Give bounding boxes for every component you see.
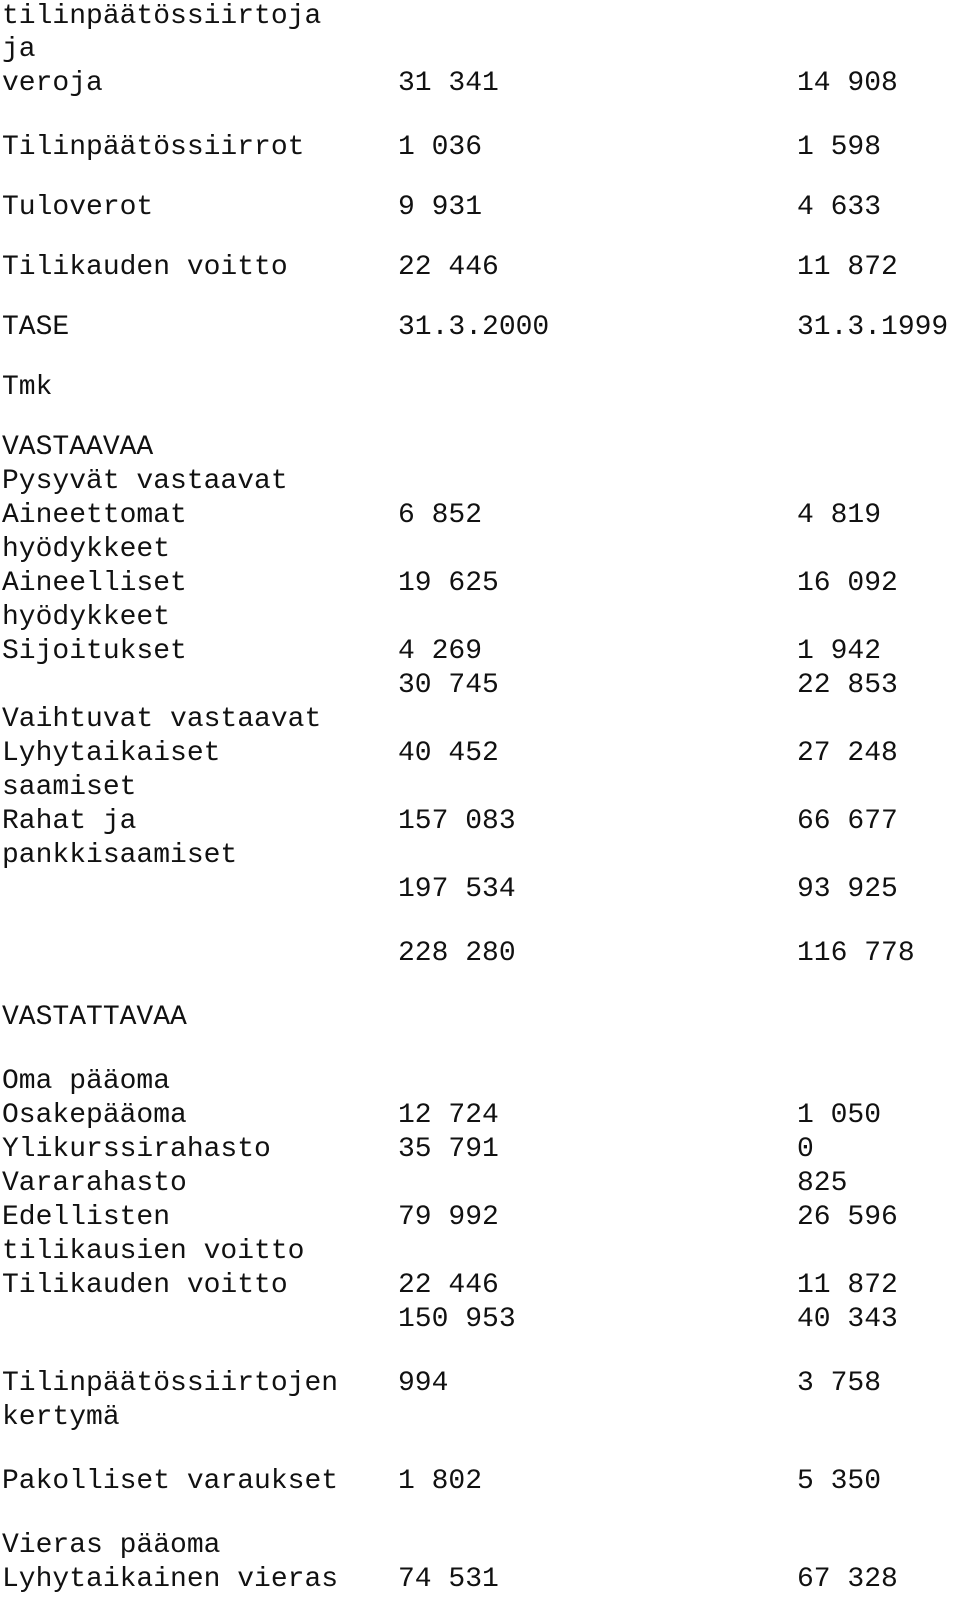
- line-label: VASTAAVAA: [2, 432, 154, 463]
- value-1999: 27 248: [797, 738, 898, 769]
- line-label: Tmk: [2, 372, 53, 403]
- line-label: Vieras pääoma: [2, 1530, 221, 1561]
- value-2000: 6 852: [398, 500, 483, 531]
- value-1999: 1 942: [797, 636, 882, 667]
- value-1999: 66 677: [797, 806, 898, 837]
- statement-line: [0, 635, 960, 669]
- value-2000: 9 931: [398, 192, 483, 223]
- statement-line: [0, 1269, 960, 1303]
- value-2000: 4 269: [398, 636, 483, 667]
- statement-line: [0, 1465, 960, 1499]
- line-label: Rahat ja: [2, 806, 137, 837]
- line-label: Pakolliset varaukset: [2, 1466, 339, 1497]
- statement-line: [0, 1167, 960, 1201]
- line-label: Lyhytaikainen vieras: [2, 1564, 339, 1595]
- line-label: Tilinpäätössiirrot: [2, 132, 305, 163]
- value-1999: 1 050: [797, 1100, 882, 1131]
- statement-line: [0, 737, 960, 771]
- statement-line: [0, 533, 960, 567]
- line-label: tilinpäätössiirtoja: [2, 1, 322, 32]
- value-1999: 26 596: [797, 1202, 898, 1233]
- statement-line: [0, 431, 960, 465]
- line-label: hyödykkeet: [2, 534, 171, 565]
- statement-line: [0, 805, 960, 839]
- statement-line: [0, 251, 960, 285]
- line-label: Lyhytaikaiset: [2, 738, 221, 769]
- value-2000: 40 452: [398, 738, 499, 769]
- statement-line: [0, 567, 960, 601]
- line-label: Oma pääoma: [2, 1066, 171, 1097]
- line-label: Vaihtuvat vastaavat: [2, 704, 322, 735]
- value-1999: 31.3.1999: [797, 312, 949, 343]
- line-label: veroja: [2, 68, 103, 99]
- line-label: Vararahasto: [2, 1168, 187, 1199]
- value-1999: 0: [797, 1134, 814, 1165]
- value-2000: 31 341: [398, 68, 499, 99]
- statement-line: [0, 311, 960, 345]
- statement-line: [0, 873, 960, 907]
- value-1999: 3 758: [797, 1368, 882, 1399]
- line-label: kertymä: [2, 1402, 120, 1433]
- line-label: Osakepääoma: [2, 1100, 187, 1131]
- statement-line: [0, 937, 960, 971]
- value-2000: 31.3.2000: [398, 312, 550, 343]
- value-2000: 79 992: [398, 1202, 499, 1233]
- line-label: Tilinpäätössiirtojen: [2, 1368, 339, 1399]
- statement-line: [0, 1001, 960, 1035]
- value-1999: 16 092: [797, 568, 898, 599]
- statement-line: [0, 0, 960, 34]
- line-label: Ylikurssirahasto: [2, 1134, 271, 1165]
- line-label: VASTATTAVAA: [2, 1002, 187, 1033]
- value-2000: 22 446: [398, 1270, 499, 1301]
- value-2000: 150 953: [398, 1304, 516, 1335]
- statement-line: [0, 191, 960, 225]
- statement-line: [0, 499, 960, 533]
- value-1999: 116 778: [797, 938, 915, 969]
- line-label: Edellisten: [2, 1202, 171, 1233]
- value-2000: 19 625: [398, 568, 499, 599]
- value-1999: 5 350: [797, 1466, 882, 1497]
- value-2000: 74 531: [398, 1564, 499, 1595]
- value-2000: 30 745: [398, 670, 499, 701]
- value-2000: 994: [398, 1368, 449, 1399]
- line-label: Pysyvät vastaavat: [2, 466, 288, 497]
- line-label: Sijoitukset: [2, 636, 187, 667]
- statement-line: [0, 1367, 960, 1401]
- value-1999: 22 853: [797, 670, 898, 701]
- statement-line: [0, 1201, 960, 1235]
- value-2000: 35 791: [398, 1134, 499, 1165]
- value-1999: 14 908: [797, 68, 898, 99]
- statement-line: [0, 703, 960, 737]
- value-1999: 825: [797, 1168, 848, 1199]
- line-label: hyödykkeet: [2, 602, 171, 633]
- value-2000: 197 534: [398, 874, 516, 905]
- line-label: TASE: [2, 312, 70, 343]
- statement-line: [0, 33, 960, 67]
- statement-line: [0, 771, 960, 805]
- statement-line: [0, 669, 960, 703]
- statement-line: [0, 371, 960, 405]
- value-2000: 228 280: [398, 938, 516, 969]
- line-label: pankkisaamiset: [2, 840, 238, 871]
- statement-line: [0, 1563, 960, 1597]
- value-2000: 1 802: [398, 1466, 483, 1497]
- line-label: tilikausien voitto: [2, 1236, 305, 1267]
- value-1999: 67 328: [797, 1564, 898, 1595]
- statement-line: [0, 1133, 960, 1167]
- value-1999: 11 872: [797, 1270, 898, 1301]
- statement-line: [0, 465, 960, 499]
- statement-line: [0, 601, 960, 635]
- statement-line: [0, 67, 960, 101]
- value-1999: 11 872: [797, 252, 898, 283]
- statement-line: [0, 839, 960, 873]
- statement-line: [0, 1099, 960, 1133]
- value-2000: 1 036: [398, 132, 483, 163]
- statement-line: [0, 1401, 960, 1435]
- statement-line: [0, 1065, 960, 1099]
- value-1999: 40 343: [797, 1304, 898, 1335]
- line-label: ja: [2, 34, 36, 65]
- value-1999: 1 598: [797, 132, 882, 163]
- value-1999: 4 819: [797, 500, 882, 531]
- value-2000: 157 083: [398, 806, 516, 837]
- value-1999: 4 633: [797, 192, 882, 223]
- line-label: Aineettomat: [2, 500, 187, 531]
- line-label: Tilikauden voitto: [2, 252, 288, 283]
- statement-line: [0, 1303, 960, 1337]
- value-2000: 12 724: [398, 1100, 499, 1131]
- value-1999: 93 925: [797, 874, 898, 905]
- line-label: Tuloverot: [2, 192, 154, 223]
- statement-line: [0, 1235, 960, 1269]
- line-label: saamiset: [2, 772, 137, 803]
- statement-line: [0, 131, 960, 165]
- statement-line: [0, 1529, 960, 1563]
- value-2000: 22 446: [398, 252, 499, 283]
- line-label: Aineelliset: [2, 568, 187, 599]
- line-label: Tilikauden voitto: [2, 1270, 288, 1301]
